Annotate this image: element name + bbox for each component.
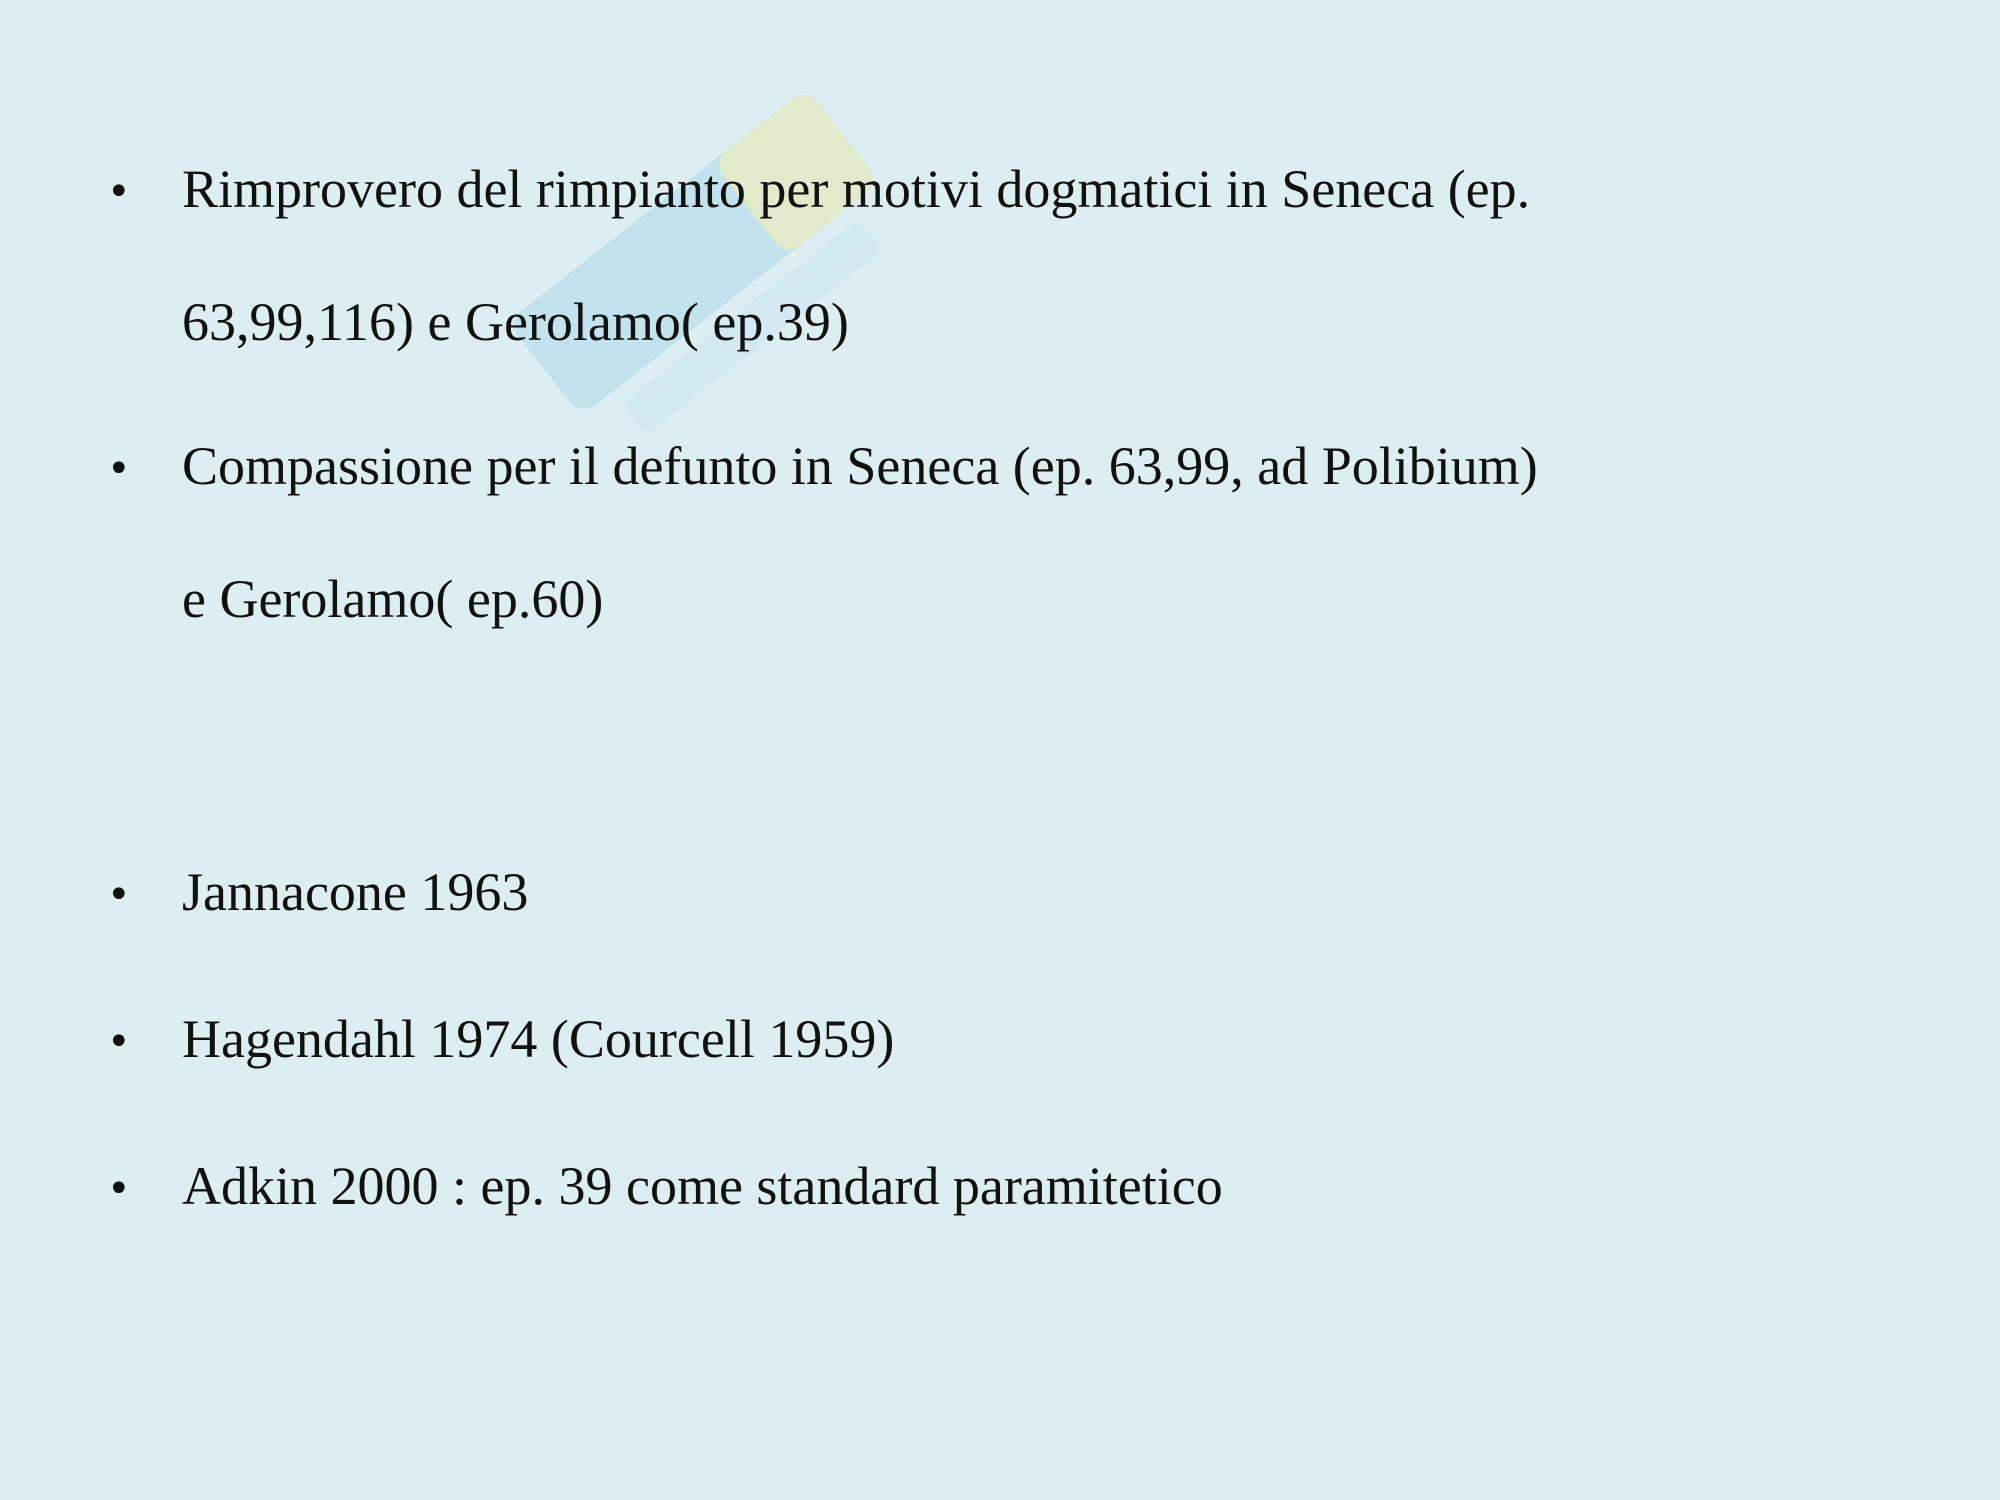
bullet-5: • (107, 1166, 131, 1212)
item-3-line-1: Jannacone 1963 (182, 862, 529, 922)
item-1-line-2: 63,99,116) e Gerolamo( ep.39) (182, 292, 849, 352)
item-2-line-1: Compassione per il defunto in Seneca (ep. 63,99, ad Polibium) (182, 436, 1538, 496)
skuola-watermark-logo (470, 40, 930, 480)
item-1-line-1: Rimprovero del rimpianto per motivi dogmatici in Seneca (ep. (182, 159, 1531, 219)
bullet-2: • (107, 446, 131, 492)
item-5-line-1: Adkin 2000 : ep. 39 come standard paramitetico (182, 1156, 1223, 1216)
bullet-3: • (107, 872, 131, 918)
item-4-line-1: Hagendahl 1974 (Courcell 1959) (182, 1009, 895, 1069)
bullet-4: • (107, 1019, 131, 1065)
item-2-line-2: e Gerolamo( ep.60) (182, 569, 604, 629)
bullet-1: • (107, 169, 131, 215)
